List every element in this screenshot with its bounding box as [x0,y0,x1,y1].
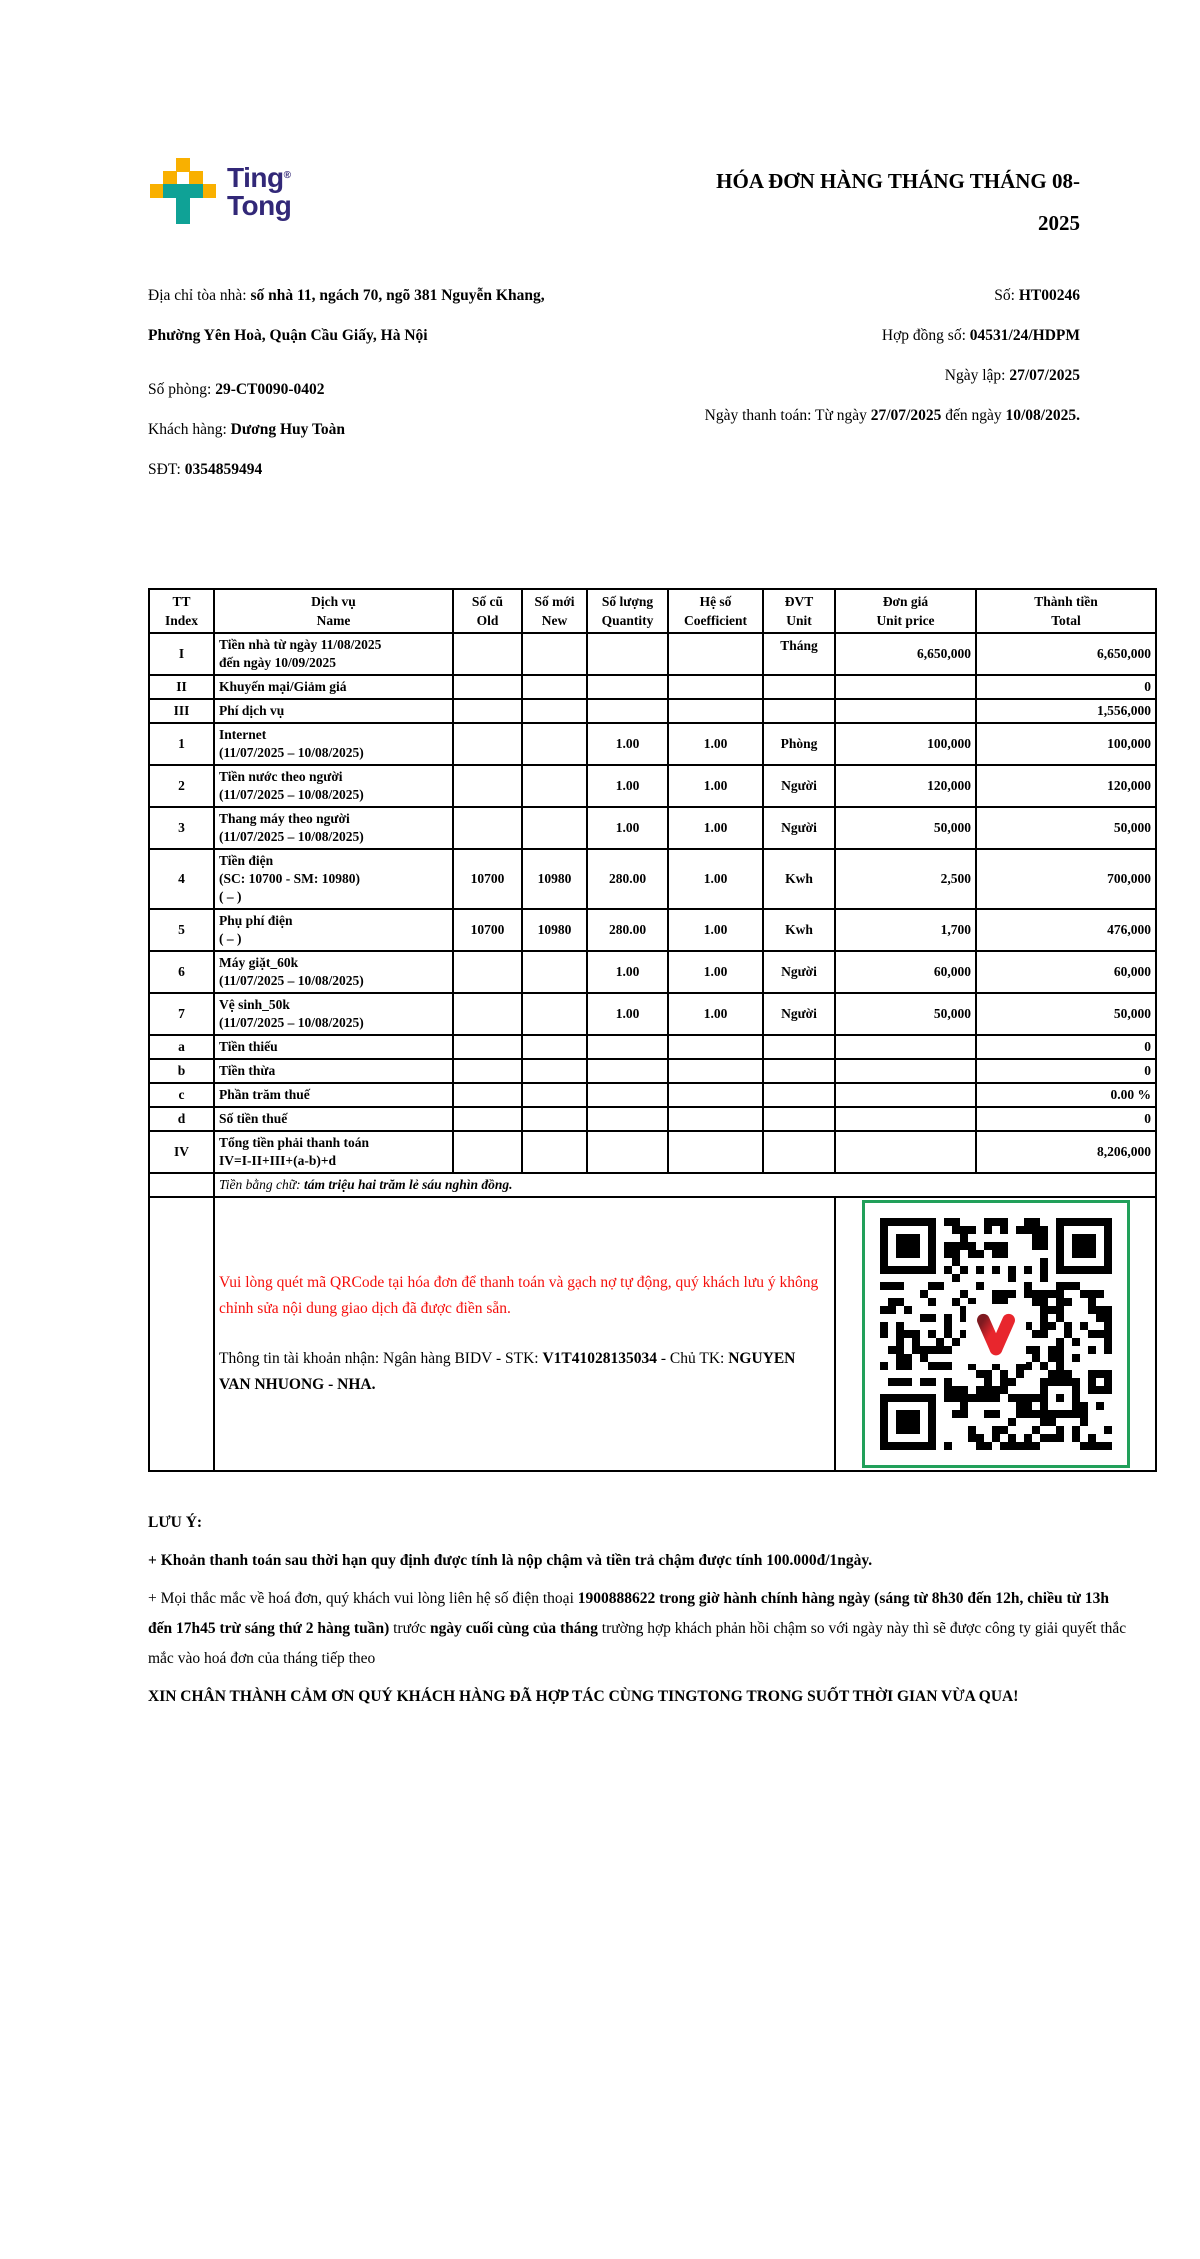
cell-price: 6,650,000 [835,633,976,675]
cell-name [214,699,453,723]
text-segment: Ngày lập: [944,367,1010,384]
cell-name [214,1131,453,1173]
cell-new: 10980 [522,909,587,951]
invoice-title [716,160,1080,244]
cell-price [835,1107,976,1131]
text-segment: tám triệu hai trăm lẻ sáu nghìn đồng. [303,1177,513,1192]
text-segment: trước [389,1620,430,1637]
column-header-line: Unit price [876,613,935,628]
text-segment: HT00246 [1018,287,1080,304]
text-segment: Hợp đồng số: [881,327,970,344]
table-row [149,1059,1156,1083]
cell-total: 0 [976,675,1156,699]
cell-old [453,993,522,1035]
service-name-line: Tiền thừa [219,1063,276,1078]
cell-price: 2,500 [835,849,976,909]
column-header-line: Name [316,613,351,628]
service-name-line: Vệ sinh_50k [219,997,290,1012]
service-name-line: (11/07/2025 – 10/08/2025) [219,973,364,988]
cell-qty [587,633,668,675]
info-line [148,370,588,410]
cell-price [835,1059,976,1083]
qr-scan-warning [219,1270,830,1322]
cell-idx: d [149,1107,214,1131]
text-segment: đến ngày [941,407,1006,424]
cell-qty: 280.00 [587,909,668,951]
text-segment: 04531/24/HDPM [969,327,1080,344]
cell-price: 1,700 [835,909,976,951]
cell-old: 10700 [453,849,522,909]
brand-word-1: Ting [227,162,284,193]
cell-old [453,1107,522,1131]
info-line [588,356,1080,396]
text-segment: trường hợp khách phản hồi chậm so với ngày này thì sẽ được công ty giải quyết thắc mắc vào hoá đơn của tháng tiếp theo [148,1620,1127,1667]
text-segment: số nhà 11, ngách 70, ngõ 381 Nguyễn Khang, Phường Yên Hoà, Quận Cầu Giấy, Hà Nội [148,287,545,344]
cell-qty: 1.00 [587,723,668,765]
cell-idx: a [149,1035,214,1059]
cell-name [214,633,453,675]
cell-unit: Người [763,807,835,849]
text-segment: 29-CT0090-0402 [215,381,325,398]
text-segment: SĐT: [148,461,185,478]
cell-qty: 1.00 [587,951,668,993]
cell-total: 1,556,000 [976,699,1156,723]
text-segment: + Khoản thanh toán sau thời hạn quy định được tính là nộp chậm và tiền trả chậm được tính 100.000đ/1ngày. [148,1552,873,1569]
cell-idx: 4 [149,849,214,909]
cell-old [453,699,522,723]
text-segment: 1900888622 trong giờ hành chính hàng ngày (sáng từ 8h30 đến 12h, chiều từ 13h đến 17h45 trừ sáng thứ 2 hàng tuần) [148,1590,1109,1637]
tingtong-logo-text [227,164,291,220]
cell-total: 476,000 [976,909,1156,951]
cell-total: 6,650,000 [976,633,1156,675]
brand-word-2: Tong [227,190,292,221]
cell-name [214,1107,453,1131]
cell-name [214,993,453,1035]
column-header-line: Thành tiền [1034,594,1098,609]
cell-unit: Kwh [763,849,835,909]
cell-price [835,699,976,723]
cell-total: 100,000 [976,723,1156,765]
tingtong-logo [150,158,291,224]
cell-name [214,807,453,849]
service-name-line: (11/07/2025 – 10/08/2025) [219,1015,364,1030]
table-row [149,951,1156,993]
invoice-info [148,276,1155,490]
service-name-line: Internet [219,727,267,742]
cell-unit [763,1035,835,1059]
cell-total: 60,000 [976,951,1156,993]
table-row [149,909,1156,951]
note-late-payment [148,1546,1133,1576]
text-segment: ngày cuối cùng của tháng [429,1620,598,1637]
cell-new [522,951,587,993]
qr-code-container [835,1197,1156,1471]
cell-coef: 1.00 [668,849,763,909]
service-name-line: Phần trăm thuế [219,1087,310,1102]
cell-new [522,993,587,1035]
cell-price: 50,000 [835,993,976,1035]
cell-new [522,807,587,849]
table-row [149,1035,1156,1059]
cell-price: 50,000 [835,807,976,849]
cell-price: 100,000 [835,723,976,765]
cell-new [522,699,587,723]
cell-price [835,1035,976,1059]
cell-coef: 1.00 [668,807,763,849]
text-segment: - Chủ TK: [657,1350,729,1367]
cell-name [214,1059,453,1083]
service-name-line: Thang máy theo người [219,811,350,826]
cell-name [214,909,453,951]
cell-old [453,1035,522,1059]
cell-name [214,849,453,909]
cell-unit [763,1131,835,1173]
logo-square [163,184,203,198]
cell-name [214,1035,453,1059]
cell-unit [763,1107,835,1131]
cell-coef [668,1131,763,1173]
cell-qty [587,699,668,723]
cell-new [522,1083,587,1107]
cell-total: 50,000 [976,993,1156,1035]
logo-square [150,184,164,198]
column-header-line: TT [172,594,191,609]
cell-total: 0 [976,1059,1156,1083]
cell-total: 0.00 % [976,1083,1156,1107]
cell-unit: Kwh [763,909,835,951]
cell-new [522,723,587,765]
table-row [149,993,1156,1035]
logo-square [176,158,190,172]
service-name-line: (SC: 10700 - SM: 10980) [219,871,360,886]
cell-unit [763,1083,835,1107]
service-name-line: Tiền điện [219,853,274,868]
cell-idx: b [149,1059,214,1083]
text-segment: Vui lòng quét mã QRCode tại hóa đơn để thanh toán và gạch nợ tự động, quý khách lưu ý không chỉnh sửa nội dung giao dịch đã được điền sẵn. [219,1274,819,1317]
cell-unit [763,699,835,723]
logo-square [176,198,190,224]
table-header-row [149,589,1156,633]
cell-old [453,633,522,675]
cell-coef [668,699,763,723]
cell-idx: c [149,1083,214,1107]
cell-price [835,675,976,699]
qr-payment-row [149,1197,1156,1471]
column-header-line: Old [476,613,499,628]
amount-in-words-row [149,1173,1156,1197]
table-row [149,699,1156,723]
column-header [214,589,453,633]
bank-account-info [219,1346,830,1398]
amount-in-words [214,1173,1156,1197]
cell-total: 8,206,000 [976,1131,1156,1173]
cell-price [835,1083,976,1107]
text-segment: Ngày thanh toán: Từ ngày [704,407,871,424]
invoice-meta-info [588,276,1080,490]
column-header [522,589,587,633]
text-segment: Dương Huy Toàn [230,421,346,438]
invoice-title-line1: HÓA ĐƠN HÀNG THÁNG THÁNG 08- [716,169,1080,193]
service-name-line: IV=I-II+III+(a-b)+d [219,1153,337,1168]
cell-new [522,675,587,699]
column-header-line: Hệ số [699,594,732,609]
cell-idx: II [149,675,214,699]
cell-old [453,807,522,849]
cell-coef: 1.00 [668,993,763,1035]
service-name-line: Tiền thiếu [219,1039,278,1054]
service-name-line: Phí dịch vụ [219,703,285,718]
text-segment: Thông tin tài khoản nhận: Ngân hàng BIDV - STK: [219,1350,543,1367]
notes-heading: LƯU Ý: [148,1514,203,1531]
cell-idx: 2 [149,765,214,807]
building-customer-info [148,276,588,490]
column-header-line: Số cũ [471,594,504,609]
cell-unit [763,1059,835,1083]
cell-old: 10700 [453,909,522,951]
cell-coef [668,633,763,675]
vietqr-v-icon [966,1304,1026,1364]
table-row [149,723,1156,765]
cell-qty [587,1131,668,1173]
column-header-line: Số lượng [601,594,654,609]
cell-old [453,951,522,993]
qr-code-icon [862,1200,1130,1468]
text-segment: 10/08/2025. [1005,407,1080,424]
column-header-line: Total [1051,613,1081,628]
text-segment: NGUYEN VAN NHUONG - NHA. [219,1350,796,1393]
cell-total: 0 [976,1107,1156,1131]
cell-old [453,765,522,807]
cell-total: 50,000 [976,807,1156,849]
cell-idx: 7 [149,993,214,1035]
column-header [835,589,976,633]
logo-square [189,171,203,185]
info-line [148,450,588,490]
cell-new [522,1131,587,1173]
cell-qty: 280.00 [587,849,668,909]
service-name-line: Máy giặt_60k [219,955,299,970]
cell-idx: IV [149,1131,214,1173]
cell-coef: 1.00 [668,765,763,807]
vietqr-v-glyph [973,1311,1019,1357]
text-segment: + Mọi thắc mắc về hoá đơn, quý khách vui lòng liên hệ số điện thoại [148,1590,578,1607]
cell-name [214,1083,453,1107]
column-header-line: Đơn giá [882,594,929,609]
text-segment: Địa chỉ tòa nhà: [148,287,251,304]
page-header [148,158,1155,244]
text-segment: Số phòng: [148,381,216,398]
text-segment: 27/07/2025 [1009,367,1080,384]
cell-qty: 1.00 [587,807,668,849]
column-header [587,589,668,633]
column-header-line: Số mới [534,594,575,609]
text-segment: XIN CHÂN THÀNH CẢM ƠN QUÝ KHÁCH HÀNG ĐÃ HỢP TÁC CÙNG TINGTONG TRONG SUỐT THỜI GIAN VỪA QUA! [148,1688,1019,1705]
logo-square [202,184,216,198]
cell-coef [668,1083,763,1107]
cell-unit: Tháng [763,633,835,675]
cell-unit: Phòng [763,723,835,765]
cell-old [453,723,522,765]
cell-total: 700,000 [976,849,1156,909]
cell-price: 60,000 [835,951,976,993]
text-segment: Số: [994,287,1019,304]
cell-unit: Người [763,951,835,993]
service-name-line: Tiền nước theo người [219,769,343,784]
cell-idx: 1 [149,723,214,765]
info-line [148,276,588,356]
table-row [149,1083,1156,1107]
service-name-line: ( – ) [219,889,242,904]
column-header-line: Index [164,613,198,628]
cell-coef: 1.00 [668,951,763,993]
column-header-line: ĐVT [784,594,814,609]
service-name-line: Tổng tiền phải thanh toán [219,1135,370,1150]
text-segment: V1T41028135034 [542,1350,657,1367]
text-segment: 0354859494 [184,461,263,478]
column-header [763,589,835,633]
table-row [149,765,1156,807]
cell-price [835,1131,976,1173]
table-row [149,1131,1156,1173]
column-header [453,589,522,633]
service-name-line: (11/07/2025 – 10/08/2025) [219,745,364,760]
cell-old [453,1083,522,1107]
cell-old [453,1131,522,1173]
cell-name [214,723,453,765]
cell-total: 0 [976,1035,1156,1059]
service-name-line: đến ngày 10/09/2025 [219,655,337,670]
service-name-line: ( – ) [219,931,242,946]
cell-price: 120,000 [835,765,976,807]
service-name-line: Phụ phí điện [219,913,293,928]
tingtong-pixel-tree-icon [150,158,215,224]
column-header-line: New [541,613,568,628]
text-segment: Tiền bằng chữ: [219,1177,304,1192]
service-name-line: (11/07/2025 – 10/08/2025) [219,787,364,802]
cell-idx: I [149,633,214,675]
table-row [149,807,1156,849]
invoice-title-line2: 2025 [1038,211,1080,235]
cell-coef [668,1059,763,1083]
notes-section [148,1508,1155,1712]
cell-idx: 5 [149,909,214,951]
column-header-line: Coefficient [684,613,747,628]
service-name-line: Số tiền thuế [219,1111,288,1126]
cell-new [522,765,587,807]
cell-new [522,1107,587,1131]
service-name-line: (11/07/2025 – 10/08/2025) [219,829,364,844]
cell-qty [587,1083,668,1107]
cell-coef [668,1035,763,1059]
table-row [149,633,1156,675]
cell-idx: 3 [149,807,214,849]
note-hotline [148,1584,1133,1674]
invoice-table [148,588,1157,1472]
column-header-line: Quantity [601,613,654,628]
table-row [149,1107,1156,1131]
cell-new [522,1035,587,1059]
cell-coef: 1.00 [668,909,763,951]
cell-idx: 6 [149,951,214,993]
cell-qty [587,1035,668,1059]
cell-empty [149,1197,214,1471]
cell-old [453,675,522,699]
cell-qty: 1.00 [587,993,668,1035]
cell-empty [149,1173,214,1197]
cell-coef [668,675,763,699]
cell-name [214,951,453,993]
cell-qty: 1.00 [587,765,668,807]
cell-qty [587,675,668,699]
cell-qty [587,1107,668,1131]
cell-unit [763,675,835,699]
table-row [149,849,1156,909]
cell-name [214,675,453,699]
column-header [149,589,214,633]
info-line [588,316,1080,356]
service-name-line: Tiền nhà từ ngày 11/08/2025 [219,637,382,652]
table-row [149,675,1156,699]
logo-square [163,171,177,185]
service-name-line: Khuyến mại/Giảm giá [219,679,347,694]
cell-new [522,633,587,675]
info-line [148,410,588,450]
text-segment: Khách hàng: [148,421,231,438]
cell-unit: Người [763,993,835,1035]
cell-coef [668,1107,763,1131]
info-line [588,396,1080,436]
registered-mark: ® [283,170,291,181]
cell-old [453,1059,522,1083]
cell-qty [587,1059,668,1083]
info-line [588,276,1080,316]
column-header-line: Dịch vụ [311,594,356,609]
cell-new: 10980 [522,849,587,909]
thank-you-note [148,1682,1088,1712]
cell-total: 120,000 [976,765,1156,807]
column-header-line: Unit [786,613,812,628]
column-header [668,589,763,633]
text-segment: 27/07/2025 [870,407,942,424]
cell-name [214,765,453,807]
cell-unit: Người [763,765,835,807]
cell-idx: III [149,699,214,723]
cell-coef: 1.00 [668,723,763,765]
qr-instructions [214,1197,835,1471]
cell-new [522,1059,587,1083]
column-header [976,589,1156,633]
